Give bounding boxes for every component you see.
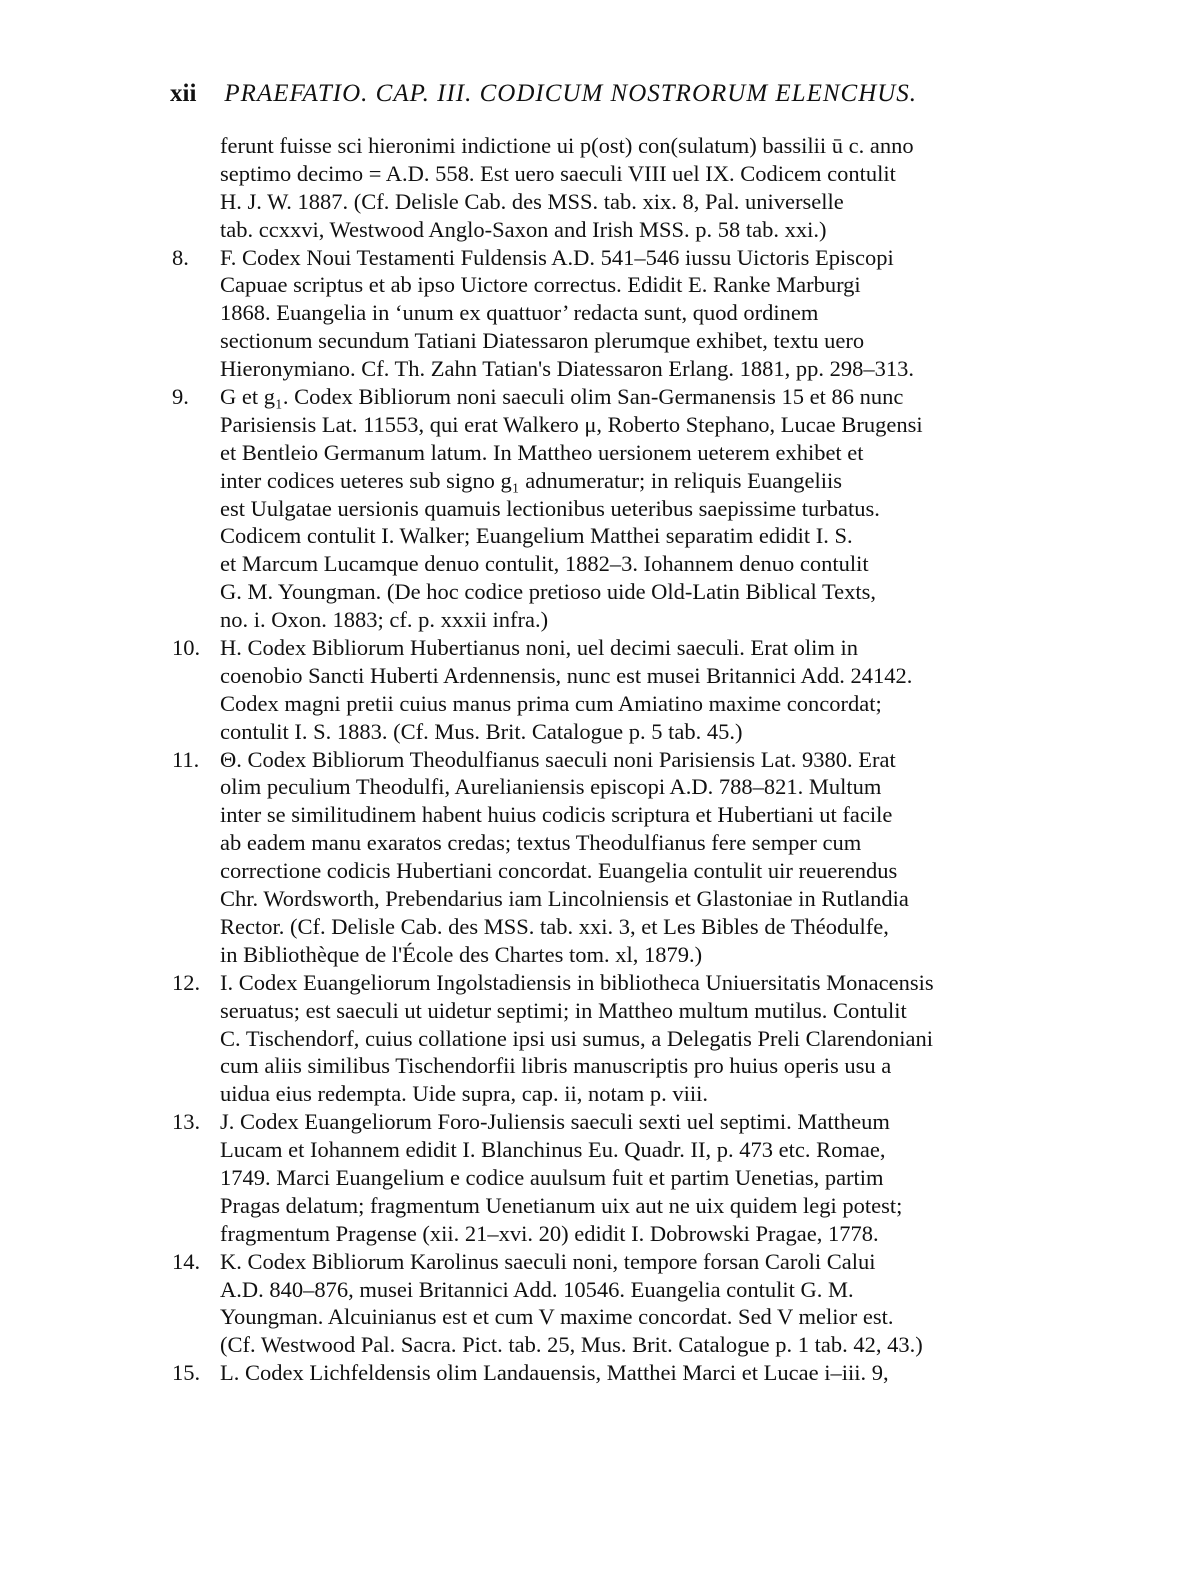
text-line xyxy=(172,550,1030,578)
text-line xyxy=(172,1164,1030,1192)
text-line xyxy=(172,885,1030,913)
text-line xyxy=(172,244,1030,272)
line-text: ab eadem manu exaratos credas; textus Theodulfianus fere semper cum xyxy=(220,830,862,856)
text-line xyxy=(172,578,1030,606)
text-line xyxy=(172,1359,1030,1387)
line-text: Rector. (Cf. Delisle Cab. des MSS. tab. xxi. 3, et Les Bibles de Théodulfe, xyxy=(220,913,889,939)
line-text: seruatus; est saeculi ut uidetur septimi; in Mattheo multum mutilus. Contulit xyxy=(220,997,907,1023)
line-text: coenobio Sancti Huberti Ardennensis, nunc est musei Britannici Add. 24142. xyxy=(220,662,913,688)
text-line xyxy=(172,969,1030,997)
text-line xyxy=(172,941,1030,969)
line-text: C. Tischendorf, cuius collatione ipsi usi sumus, a Delegatis Preli Clarendoniani xyxy=(220,1025,934,1051)
line-text: no. i. Oxon. 1883; cf. p. xxxii infra.) xyxy=(220,607,549,633)
line-text: Youngman. Alcuinianus est et cum V maxime concordat. Sed V melior est. xyxy=(220,1304,894,1330)
line-text: A.D. 840–876, musei Britannici Add. 10546. Euangelia contulit G. M. xyxy=(220,1276,854,1302)
text-line xyxy=(172,606,1030,634)
text-line xyxy=(172,634,1030,662)
entry-number: 15. xyxy=(172,1360,201,1386)
text-line xyxy=(172,188,1030,216)
running-header xyxy=(170,80,1030,120)
text-line xyxy=(172,132,1030,160)
line-text: inter se similitudinem habent huius codicis scriptura et Hubertiani ut facile xyxy=(220,802,893,828)
line-text: cum aliis similibus Tischendorfii libris manuscriptis pro huius operis usu a xyxy=(220,1053,892,1079)
line-text: 1868. Euangelia in ‘unum ex quattuor’ redacta sunt, quod ordinem xyxy=(220,300,819,326)
line-text: et Marcum Lucamque denuo contulit, 1882–3. Iohannem denuo contulit xyxy=(220,551,869,577)
entry-number: 8. xyxy=(172,244,189,270)
line-text: H. J. W. 1887. (Cf. Delisle Cab. des MSS. tab. xix. 8, Pal. universelle xyxy=(220,188,844,214)
text-line xyxy=(172,1136,1030,1164)
text-line xyxy=(172,1025,1030,1053)
line-text: uidua eius redempta. Uide supra, cap. ii, notam p. viii. xyxy=(220,1081,709,1107)
line-text: Chr. Wordsworth, Prebendarius iam Lincolniensis et Glastoniae in Rutlandia xyxy=(220,886,909,912)
entry-number: 9. xyxy=(172,384,189,410)
line-text: olim peculium Theodulfi, Aurelianiensis episcopi A.D. 788–821. Multum xyxy=(220,774,882,800)
running-title: PRAEFATIO. CAP. III. CODICUM NOSTRORUM ELENCHUS. xyxy=(224,80,918,107)
line-text: L. Codex Lichfeldensis olim Landauensis, Matthei Marci et Lucae i–iii. 9, xyxy=(220,1360,889,1386)
page-body xyxy=(172,132,1030,1387)
line-text: inter codices ueteres sub signo g₁ adnumeratur; in reliquis Euangeliis xyxy=(220,467,843,493)
text-line xyxy=(172,522,1030,550)
entry-number: 10. xyxy=(172,635,201,661)
text-line xyxy=(172,1276,1030,1304)
text-line xyxy=(172,216,1030,244)
entry-number: 14. xyxy=(172,1248,201,1274)
text-line xyxy=(172,829,1030,857)
line-text: Lucam et Iohannem edidit I. Blanchinus Eu. Quadr. II, p. 473 etc. Romae, xyxy=(220,1137,886,1163)
line-text: et Bentleio Germanum latum. In Mattheo uersionem ueterem exhibet et xyxy=(220,439,864,465)
line-text: Hieronymiano. Cf. Th. Zahn Tatian's Diatessaron Erlang. 1881, pp. 298–313. xyxy=(220,356,915,382)
text-line xyxy=(172,1192,1030,1220)
text-line xyxy=(172,718,1030,746)
text-line xyxy=(172,801,1030,829)
line-text: in Bibliothèque de l'École des Chartes tom. xl, 1879.) xyxy=(220,941,703,967)
line-text: 1749. Marci Euangelium e codice auulsum fuit et partim Uenetias, partim xyxy=(220,1164,884,1190)
text-line xyxy=(172,690,1030,718)
text-line xyxy=(172,773,1030,801)
text-line xyxy=(172,1080,1030,1108)
text-line xyxy=(172,383,1030,411)
text-line xyxy=(172,327,1030,355)
text-line xyxy=(172,746,1030,774)
text-line xyxy=(172,411,1030,439)
text-line xyxy=(172,271,1030,299)
line-text: ferunt fuisse sci hieronimi indictione ui p(ost) con(sulatum) bassilii ū c. anno xyxy=(220,133,914,158)
entry-number: 11. xyxy=(172,746,200,772)
line-text: Θ. Codex Bibliorum Theodulfianus saeculi noni Parisiensis Lat. 9380. Erat xyxy=(220,746,896,772)
text-line xyxy=(172,997,1030,1025)
text-line xyxy=(172,857,1030,885)
line-text: sectionum secundum Tatiani Diatessaron plerumque exhibet, textu uero xyxy=(220,328,865,354)
text-line xyxy=(172,1331,1030,1359)
text-line xyxy=(172,467,1030,495)
line-text: Capuae scriptus et ab ipso Uictore correctus. Edidit E. Ranke Marburgi xyxy=(220,272,861,298)
page-number: xii xyxy=(170,80,197,107)
line-text: G. M. Youngman. (De hoc codice pretioso uide Old-Latin Biblical Texts, xyxy=(220,579,877,605)
text-line xyxy=(172,160,1030,188)
text-line xyxy=(172,1303,1030,1331)
entry-number: 12. xyxy=(172,969,201,995)
text-line xyxy=(172,495,1030,523)
line-text: (Cf. Westwood Pal. Sacra. Pict. tab. 25, Mus. Brit. Catalogue p. 1 tab. 42, 43.) xyxy=(220,1332,923,1358)
line-text: K. Codex Bibliorum Karolinus saeculi noni, tempore forsan Caroli Calui xyxy=(220,1248,876,1274)
line-text: contulit I. S. 1883. (Cf. Mus. Brit. Catalogue p. 5 tab. 45.) xyxy=(220,718,743,744)
line-text: H. Codex Bibliorum Hubertianus noni, uel decimi saeculi. Erat olim in xyxy=(220,635,859,661)
text-line xyxy=(172,299,1030,327)
line-text: fragmentum Pragense (xii. 21–xvi. 20) edidit I. Dobrowski Pragae, 1778. xyxy=(220,1220,879,1246)
line-text: J. Codex Euangeliorum Foro-Juliensis saeculi sexti uel septimi. Mattheum xyxy=(220,1109,890,1135)
text-line xyxy=(172,913,1030,941)
line-text: I. Codex Euangeliorum Ingolstadiensis in bibliotheca Uniuersitatis Monacensis xyxy=(220,969,934,995)
text-line xyxy=(172,1220,1030,1248)
line-text: correctione codicis Hubertiani concordat. Euangelia contulit uir reuerendus xyxy=(220,858,898,884)
line-text: est Uulgatae uersionis quamuis lectionibus ueteribus saepissime turbatus. xyxy=(220,495,880,521)
line-text: tab. ccxxvi, Westwood Anglo-Saxon and Irish MSS. p. 58 tab. xxi.) xyxy=(220,216,827,242)
line-text: Codicem contulit I. Walker; Euangelium Matthei separatim edidit I. S. xyxy=(220,523,853,549)
line-text: Pragas delatum; fragmentum Uenetianum uix aut ne uix quidem legi potest; xyxy=(220,1192,903,1218)
text-line xyxy=(172,1052,1030,1080)
text-line xyxy=(172,355,1030,383)
text-line xyxy=(172,439,1030,467)
line-text: Parisiensis Lat. 11553, qui erat Walkero μ, Roberto Stephano, Lucae Brugensi xyxy=(220,411,923,437)
line-text: septimo decimo = A.D. 558. Est uero saeculi VIII uel IX. Codicem contulit xyxy=(220,160,896,186)
text-line xyxy=(172,1108,1030,1136)
line-text: G et g₁. Codex Bibliorum noni saeculi olim San-Germanensis 15 et 86 nunc xyxy=(220,384,904,410)
line-text: Codex magni pretii cuius manus prima cum Amiatino maxime concordat; xyxy=(220,690,882,716)
text-line xyxy=(172,662,1030,690)
entry-number: 13. xyxy=(172,1109,201,1135)
line-text: F. Codex Noui Testamenti Fuldensis A.D. 541–546 iussu Uictoris Episcopi xyxy=(220,244,894,270)
text-line xyxy=(172,1248,1030,1276)
